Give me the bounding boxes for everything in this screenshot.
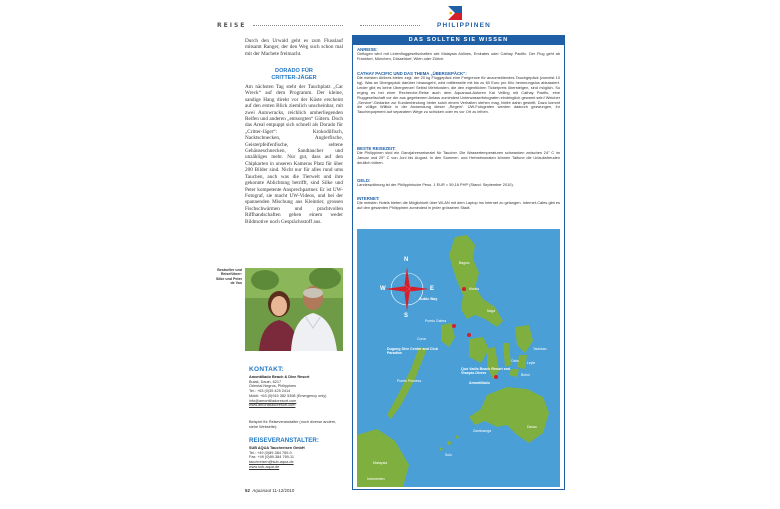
map-label: Tacloban bbox=[533, 347, 547, 351]
contact-heading: KONTAKT: bbox=[249, 366, 285, 373]
map-label: Coron bbox=[417, 337, 427, 341]
reisezeit-heading: BESTE REISEZEIT: bbox=[357, 146, 396, 151]
page-footer bbox=[245, 488, 294, 493]
cathay-text: Die meisten Airlines bieten zzgl. der 20 kg Fluggepäck eine Freigrenze für anzumeldendes Tauchgepäck (zumeist 10 kg). Was an Übergepäck darüber hinausgeht, wird mittlerweile mit bis zu 60 Euro pro Kilo hemmungslos abkassiert. Leider gibt es keine Übergrenze! Selbst Mehrkosten, die den eigentlichen Ticketpreis übersteigen, sind möglich. So erging es bei einer Recherche-Reise auch dem Aquanaut-Autoren Kai Velling mit Cathay Pacific, eine Fluggesellschaft vor der aus gegebenem Anlass zumindest Unterwasserfotografen eindringlich gewarnt sein! Weicher „Service“-Gedanke zur Kundenbindung hinter solch einem Verhalten stehen mag, bleibt dahin gestellt. Dazu kommt die völlige Willkür in der Anwendung dieser „Regeln“. UW-Fotografen werden dadurch gezwungen, ihr Tauchequipment auf separatem Wege zu schicken oder es vor Ort zu leihen. bbox=[357, 75, 560, 115]
map-label: Bohol bbox=[521, 373, 530, 377]
tour-line: Fax: +49 (0)89-384 769-11 bbox=[249, 455, 294, 460]
map-label: Quo Vadis Beach Resort and Visayas Divers bbox=[461, 367, 511, 376]
contact-line: Bulak, Dauin, 6217 bbox=[249, 379, 282, 384]
header-divider bbox=[253, 25, 343, 26]
map-label: Baguio bbox=[459, 261, 470, 265]
internet-heading: INTERNET: bbox=[357, 196, 380, 201]
map-label: Davao bbox=[527, 425, 537, 429]
issue-number: 11-12/2010 bbox=[272, 488, 295, 493]
subhead-line-2: CRITTER-JÄGER bbox=[271, 74, 317, 81]
map-label: Indonesien bbox=[367, 477, 385, 481]
section-label: REISE bbox=[217, 22, 247, 29]
map-label: Dugong Dive Center and Club Paradise bbox=[387, 347, 438, 356]
couple-photo bbox=[245, 268, 343, 351]
subhead-line-1: DORADO FÜR bbox=[275, 68, 313, 74]
country-title: PHILIPPINEN bbox=[437, 22, 492, 29]
contact-line: Oriental Negros, Philippines bbox=[249, 384, 297, 389]
tour-email-link[interactable]: tauchreisen@sub-aqua.de bbox=[249, 460, 294, 465]
intro-text: Durch den Urwald geht es zum Flusslauf mitsamt Ranger, der den Weg such schon mal mit der Machete freimacht. bbox=[245, 38, 343, 57]
magazine-name: Aquanaut bbox=[252, 488, 272, 493]
internet-text: Die meisten Hotels bieten die Möglichkeit über WLAN mit dem Laptop ins Internet zu gelangen. Internet-Cafes gibt es auf den gesamten Philippinen zumindest in jeder grösseren Stadt. bbox=[357, 200, 560, 210]
sun-emblem-icon bbox=[448, 6, 462, 20]
map-label: Sulu bbox=[445, 453, 452, 457]
contact-line: Tel.: +63 (0)35 425 2414 bbox=[249, 389, 291, 394]
map-label: Leyte bbox=[527, 361, 536, 365]
compass-s: S bbox=[404, 313, 409, 319]
compass-n: N bbox=[404, 257, 409, 263]
contact-block bbox=[249, 375, 343, 408]
tour-note: Beispiel für Reiseveranstalter (noch diverse andere, siehe Webseite): bbox=[249, 420, 337, 429]
map-label: Manila bbox=[469, 287, 479, 291]
map-label: Cebu bbox=[511, 359, 520, 363]
map-label: Puerto Princesa bbox=[397, 379, 422, 383]
tour-line: Tel.: +49 (0)89-384 769-0 bbox=[249, 450, 292, 455]
photo-caption: Bestseller und Reiseführer: Silke und Peter de Vos bbox=[216, 268, 242, 286]
tour-block bbox=[249, 446, 343, 470]
anreise-heading: ANREISE: bbox=[357, 47, 378, 52]
page-number: 52 bbox=[245, 488, 250, 493]
resort-name: Amontillado Beach & Dive Resort bbox=[249, 375, 310, 379]
cathay-heading: CATHAY PACIFIC UND DAS THEMA „ÜBERGEPÄCK“: bbox=[357, 71, 467, 76]
map-label: Subic Bay bbox=[419, 297, 438, 301]
map-label: Zamboanga bbox=[473, 429, 492, 433]
map-label: Amontillado bbox=[469, 381, 490, 385]
map-label: Malaysia bbox=[373, 461, 388, 465]
map-label: Naga bbox=[487, 309, 496, 313]
info-box bbox=[352, 35, 565, 490]
compass-e: E bbox=[430, 286, 435, 292]
reisezeit-text: Die Philippinen sind ein Ganzjahresreiseziel für Taucher. Die Wassertemperaturen schwanken zwischen 24° C im Januar und 29° C von Juni bis August. In den Sommer- und Herbstmonaten können Taifune die Urlaubsfreuden deutlich trüben. bbox=[357, 150, 560, 165]
map-label: Puerto Galera bbox=[425, 319, 447, 323]
body-text: Am nächsten Tag steht der Tauchplatz „Car Wreck“ auf dem Programm. Der kleine, sandige Hang direkt vor der Küste erscheint auf den ersten Blick ziemlich unscheinbar, mit zwei Autowracks, reichlich umherliegenden Reifen und anderen „entsorgten“ Gütern. Doch das Areal entpuppt sich schnell als Dorado für „Critter-Jäger“: Krokodilfisch, Nacktschnecken, Anglerfische, Geisterpfeifenfische, seltene Gehäuseschnecken, Sandtaucher und unzähliges mehr. Nur gut, dass auf den Chipkarten in unseren Kameras Platz für über 200 Bilder sind. Nicht nur für alles rund ums Tauchen, auch was die Tierwelt und ihre gekonnte Ablichtung betrifft, sind Silke und Peter kompetente Ansprechpartner. Er ist UW-Fotograf, sie macht UW-Videos, und bei der spannenden Mischung aus Kleintier, grossen Fischschwärmen und prachtvollen Riffhandschaften gehen einem weder Bildmotive noch Gesprächsstoff aus. bbox=[245, 84, 343, 225]
contact-line: Mobil: +63 (0)915 382 5398 (Emergency only) bbox=[249, 393, 327, 398]
compass-w: W bbox=[380, 286, 386, 292]
info-box-title: DAS SOLLTEN SIE WISSEN bbox=[353, 36, 564, 45]
tour-operator-heading: REISEVERANSTALTER: bbox=[249, 437, 319, 444]
tour-name: SUB AQUA Tauchreisen GmbH bbox=[249, 446, 305, 450]
tour-website-link[interactable]: www.sub-aqua.de bbox=[249, 464, 280, 469]
email-link[interactable]: info@amontilladoresort.com bbox=[249, 398, 297, 403]
geld-text: Landeswährung ist der Philippinische Peso. 1 EUR = 59,16 PHP (Stand: September 2010). bbox=[357, 182, 514, 187]
website-link[interactable]: www.amontilladoresort.com bbox=[249, 403, 296, 408]
anreise-text: Geflogen wird mit Linienfluggesellschaften wie Malaysia Airlines, Emirates oder Cathay Pacific. Der Flug geht ab Frankfurt, München, Düsseldorf, Wien oder Zürich. bbox=[357, 51, 560, 61]
geld-heading: GELD: bbox=[357, 178, 371, 183]
philippines-map bbox=[357, 229, 560, 487]
header-divider-right bbox=[360, 25, 420, 26]
